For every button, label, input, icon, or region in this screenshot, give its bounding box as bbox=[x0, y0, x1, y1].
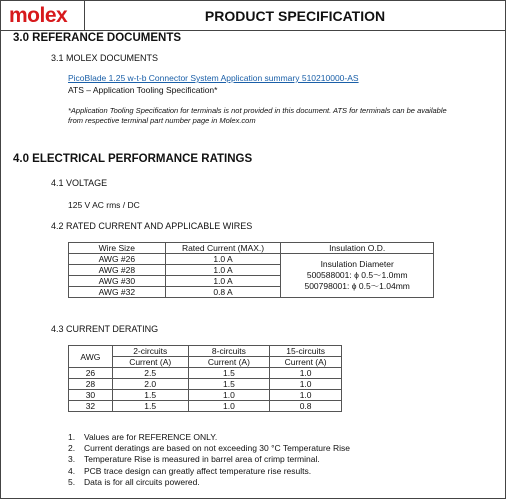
wire-size-header: Wire Size bbox=[69, 243, 166, 254]
awg-cell: 30 bbox=[69, 390, 113, 401]
list-item: 4. PCB trace design can greatly affect temperature rise results. bbox=[68, 465, 312, 476]
application-summary-link[interactable]: PicoBlade 1.25 w-t-b Connector System Application summary 510210000-AS bbox=[68, 73, 359, 83]
rated-current-heading: 4.2 RATED CURRENT AND APPLICABLE WIRES bbox=[51, 221, 253, 231]
current-cell: 1.0 bbox=[188, 390, 270, 401]
table-row bbox=[69, 368, 342, 379]
section-4-heading: 4.0 ELECTRICAL PERFORMANCE RATINGS bbox=[13, 153, 253, 165]
insulation-title: Insulation Diameter bbox=[320, 259, 394, 269]
awg-header: AWG bbox=[69, 346, 113, 368]
current-cell: 2.5 bbox=[112, 368, 188, 379]
insulation-spec-500798001: 500798001: ϕ 0.5～1.04mm bbox=[304, 281, 410, 291]
derating-table bbox=[68, 345, 342, 412]
awg-cell: 28 bbox=[69, 379, 113, 390]
current-cell: 1.5 bbox=[112, 390, 188, 401]
header-bar bbox=[1, 1, 505, 31]
insulation-diameter-cell bbox=[281, 254, 434, 298]
rated-current-cell: 1.0 A bbox=[165, 276, 281, 287]
current-cell: 1.0 bbox=[270, 368, 342, 379]
section-3-heading: 3.0 REFERANCE DOCUMENTS bbox=[13, 32, 182, 44]
current-cell: 2.0 bbox=[112, 379, 188, 390]
wire-size-cell: AWG #28 bbox=[69, 265, 166, 276]
derating-notes-list bbox=[68, 432, 350, 488]
current-unit-label: Current (A) bbox=[188, 357, 270, 368]
list-item: 2. Current deratings are based on not exceeding 30 °C Temperature Rise bbox=[68, 443, 350, 454]
wire-table bbox=[68, 242, 434, 298]
wire-size-cell: AWG #32 bbox=[69, 287, 166, 298]
insulation-spec-500588001: 500588001: ϕ 0.5～1.0mm bbox=[306, 270, 408, 280]
section-3-1-heading: 3.1 MOLEX DOCUMENTS bbox=[51, 53, 159, 63]
current-cell: 1.5 bbox=[112, 401, 188, 412]
group-2-circuits: 2-circuits bbox=[112, 346, 188, 357]
current-cell: 0.8 bbox=[270, 401, 342, 412]
note-text: Data is for all circuits powered. bbox=[84, 476, 200, 487]
awg-cell: 26 bbox=[69, 368, 113, 379]
wire-size-cell: AWG #30 bbox=[69, 276, 166, 287]
rated-current-cell: 1.0 A bbox=[165, 265, 281, 276]
molex-logo: molex bbox=[9, 4, 68, 27]
ats-footnote: *Application Tooling Specification for terminals is not provided in this document. ATS for terminals can be available from respective terminal part number page in Molex.com bbox=[68, 106, 447, 125]
current-derating-heading: 4.3 CURRENT DERATING bbox=[51, 324, 159, 334]
list-item: 1. Values are for REFERENCE ONLY. bbox=[68, 432, 218, 442]
group-15-circuits: 15-circuits bbox=[270, 346, 342, 357]
current-cell: 1.0 bbox=[270, 379, 342, 390]
voltage-value: 125 V AC rms / DC bbox=[68, 200, 140, 210]
wire-table-header-row bbox=[69, 243, 434, 254]
awg-cell: 32 bbox=[69, 401, 113, 412]
current-cell: 1.0 bbox=[270, 390, 342, 401]
rated-current-header: Rated Current (MAX.) bbox=[165, 243, 281, 254]
table-row bbox=[69, 254, 434, 265]
table-row bbox=[69, 401, 342, 412]
ats-label: ATS – Application Tooling Specification* bbox=[68, 85, 218, 95]
table-row bbox=[69, 390, 342, 401]
rated-current-cell: 0.8 A bbox=[165, 287, 281, 298]
derating-group-row bbox=[69, 346, 342, 357]
current-cell: 1.5 bbox=[188, 379, 270, 390]
list-item: 5. Data is for all circuits powered. bbox=[68, 476, 200, 487]
rated-current-cell: 1.0 A bbox=[165, 254, 281, 265]
note-text: Temperature Rise is measured in barrel area of crimp terminal. bbox=[84, 454, 320, 465]
group-8-circuits: 8-circuits bbox=[188, 346, 270, 357]
current-cell: 1.5 bbox=[188, 368, 270, 379]
table-row bbox=[69, 379, 342, 390]
wire-size-cell: AWG #26 bbox=[69, 254, 166, 265]
note-text: Values are for REFERENCE ONLY. bbox=[84, 432, 218, 442]
voltage-heading: 4.1 VOLTAGE bbox=[51, 178, 108, 188]
current-cell: 1.0 bbox=[188, 401, 270, 412]
current-unit-label: Current (A) bbox=[112, 357, 188, 368]
list-item: 3. Temperature Rise is measured in barrel area of crimp terminal. bbox=[68, 454, 320, 465]
note-text: PCB trace design can greatly affect temperature rise results. bbox=[84, 465, 312, 476]
document-title: PRODUCT SPECIFICATION bbox=[204, 8, 386, 24]
note-text: Current deratings are based on not exceeding 30 °C Temperature Rise bbox=[84, 443, 350, 454]
insulation-od-header: Insulation O.D. bbox=[281, 243, 434, 254]
current-unit-label: Current (A) bbox=[270, 357, 342, 368]
